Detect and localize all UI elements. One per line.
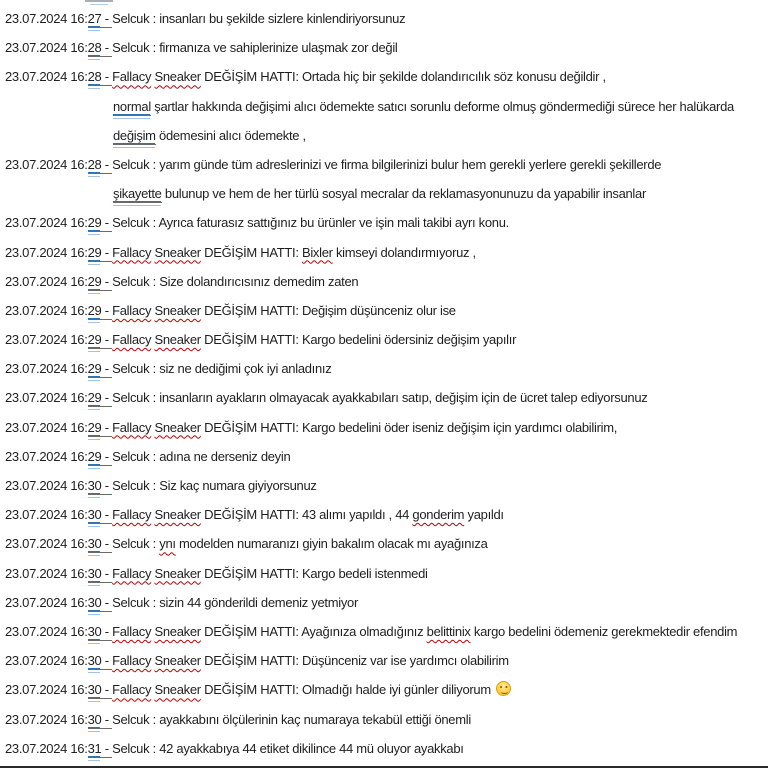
grammar-marked-text: 29: [87, 302, 102, 318]
grammar-marked-text: 30: [87, 536, 102, 552]
cutoff-grammar-mark: [85, 0, 113, 2]
text-segment: yapıldı: [464, 507, 504, 523]
misspelled-word: Fallacy: [112, 69, 152, 85]
misspelled-word: Sneaker: [154, 419, 201, 435]
misspelled-word: Bixler: [301, 244, 333, 260]
misspelled-word: Fallacy: [112, 565, 152, 581]
text-segment: DEĞİŞİM HATTI: Değişim düşünceniz olur ise: [200, 302, 456, 318]
underlined-separator: -: [101, 302, 113, 318]
text-segment: 23.07.2024 16:: [5, 448, 88, 464]
grammar-marked-text: 29: [87, 332, 102, 348]
text-segment: Selcuk : insanları bu şekilde sizlere kinlendiriyorsunuz: [112, 11, 406, 26]
transcript-line: [5, 4, 768, 33]
transcript-line: [5, 529, 768, 558]
underlined-separator: -: [101, 623, 113, 639]
text-segment: Selcuk : Size dolandırıcısınız demedim zaten: [112, 273, 359, 289]
underlined-separator: -: [101, 390, 113, 406]
underlined-separator: -: [101, 11, 113, 26]
underlined-separator: -: [101, 156, 113, 172]
text-segment: DEĞİŞİM HATTI: Kargo bedeli istenmedi: [200, 565, 428, 581]
text-segment: 23.07.2024 16:: [5, 653, 88, 669]
misspelled-word: Fallacy: [112, 653, 152, 669]
transcript-line: [5, 617, 768, 646]
transcript-line: [5, 383, 768, 412]
transcript-line: [5, 471, 768, 500]
text-segment: Selcuk : insanların ayakların olmayacak ayakkabıları satıp, değişim için de ücret talep ediyorsunuz: [112, 390, 648, 406]
misspelled-word: ynı: [159, 536, 176, 552]
text-segment: DEĞİŞİM HATTI: Düşünceniz var ise yardımcı olabilirim: [200, 653, 509, 669]
grammar-marked-text: 28: [87, 40, 102, 56]
text-segment: Selcuk : ayakkabını ölçülerinin kaç numaraya tekabül ettiği önemli: [112, 711, 471, 727]
text-segment: 23.07.2024 16:: [5, 69, 88, 85]
transcript-line: [5, 121, 768, 150]
underlined-separator: -: [101, 536, 113, 552]
grammar-marked-text: değişim: [113, 127, 156, 143]
transcript-line: [5, 413, 768, 442]
misspelled-word: Fallacy: [112, 244, 152, 260]
transcript-line: [5, 150, 768, 179]
text-segment: 23.07.2024 16:: [5, 594, 88, 610]
text-segment: DEĞİŞİM HATTI: Olmadığı halde iyi günler diliyorum: [200, 682, 495, 698]
transcript-line: [5, 500, 768, 529]
chat-transcript-page: [5, 4, 768, 763]
text-segment: bulunup ve hem de her türlü sosyal mecralar da reklamasyonunuzu da yapabilir insanlar: [161, 186, 646, 202]
underlined-separator: -: [101, 594, 113, 610]
text-segment: 23.07.2024 16:: [5, 273, 88, 289]
transcript-line: [5, 33, 768, 62]
text-segment: Selcuk : siz ne dediğimi çok iyi anladınız: [112, 361, 332, 377]
transcript-line: [5, 325, 768, 354]
text-segment: modelden numaranızı giyin bakalım olacak mı ayağınıza: [175, 536, 488, 552]
grammar-marked-text: 29: [87, 390, 102, 406]
grammar-marked-text: normal: [113, 98, 151, 114]
misspelled-word: Fallacy: [112, 623, 152, 639]
misspelled-word: Fallacy: [112, 419, 152, 435]
text-segment: DEĞİŞİM HATTI: Ortada hiç bir şekilde dolandırıcılık söz konusu değildir ,: [200, 69, 606, 85]
transcript-line: [5, 588, 768, 617]
text-segment: 23.07.2024 16:: [5, 565, 88, 581]
text-segment: Selcuk : 42 ayakkabıya 44 etiket dikilince 44 mü oluyor ayakkabı: [112, 740, 464, 756]
underlined-separator: -: [101, 273, 113, 289]
text-segment: 23.07.2024 16:: [5, 478, 88, 493]
misspelled-word: Fallacy: [112, 507, 152, 523]
grammar-marked-text: 30: [87, 682, 102, 698]
text-segment: DEĞİŞİM HATTI: Kargo bedelini ödersiniz değişim yapılır: [200, 332, 517, 348]
misspelled-word: Sneaker: [154, 69, 201, 85]
text-segment: 23.07.2024 16:: [5, 215, 88, 231]
grammar-marked-text: 31: [87, 740, 102, 756]
misspelled-word: Fallacy: [112, 332, 152, 348]
underlined-separator: -: [101, 565, 113, 581]
transcript-line: [5, 238, 768, 267]
underlined-separator: -: [101, 740, 113, 756]
text-segment: 23.07.2024 16:: [5, 740, 88, 756]
text-segment: 23.07.2024 16:: [5, 390, 88, 406]
misspelled-word: Sneaker: [154, 507, 201, 523]
text-segment: Selcuk :: [112, 536, 160, 552]
grammar-marked-text: 30: [87, 507, 102, 523]
transcript-lines: [5, 4, 768, 763]
transcript-line: [5, 442, 768, 471]
transcript-line: [5, 267, 768, 296]
transcript-line: [5, 675, 768, 704]
grammar-marked-text: 29: [87, 244, 102, 260]
text-segment: DEĞİŞİM HATTI:: [200, 244, 302, 260]
grammar-marked-text: 29: [87, 448, 102, 464]
transcript-line: [5, 354, 768, 383]
transcript-line: [5, 734, 768, 763]
underlined-separator: -: [101, 419, 113, 435]
text-segment: 23.07.2024 16:: [5, 302, 88, 318]
text-segment: Selcuk : firmanıza ve sahiplerinize ulaşmak zor değil: [112, 40, 398, 56]
misspelled-word: Fallacy: [112, 302, 152, 318]
misspelled-word: Sneaker: [154, 653, 201, 669]
text-segment: kargo bedelini ödemeniz gerekmektedir efendim: [470, 623, 738, 639]
transcript-line: [5, 179, 768, 208]
underlined-separator: -: [101, 361, 113, 377]
underlined-separator: -: [101, 682, 113, 698]
text-segment: Selcuk : sizin 44 gönderildi demeniz yetmiyor: [112, 594, 358, 610]
text-segment: 23.07.2024 16:: [5, 682, 88, 698]
grammar-marked-text: 28: [87, 156, 102, 172]
grammar-marked-text: şikayette: [113, 186, 162, 202]
grammar-marked-text: 29: [87, 419, 102, 435]
misspelled-word: Sneaker: [154, 682, 201, 698]
underlined-separator: -: [101, 40, 113, 56]
text-segment: Selcuk : yarım günde tüm adreslerinizi ve firma bilgilerinizi bulur hem gerekli yerlere gerekli şekillerde: [112, 156, 662, 172]
transcript-line: [5, 646, 768, 675]
text-segment: 23.07.2024 16:: [5, 419, 88, 435]
underlined-separator: -: [101, 448, 113, 464]
grammar-marked-text: 30: [87, 478, 102, 493]
smiley-emoji: [496, 681, 511, 696]
text-segment: Selcuk : Siz kaç numara giyiyorsunuz: [112, 478, 317, 493]
misspelled-word: Sneaker: [154, 623, 201, 639]
text-segment: 23.07.2024 16:: [5, 244, 88, 260]
underlined-separator: -: [101, 711, 113, 727]
misspelled-word: Sneaker: [154, 332, 201, 348]
transcript-line: [5, 559, 768, 588]
text-segment: Selcuk : adına ne derseniz deyin: [112, 448, 291, 464]
underlined-separator: -: [101, 244, 113, 260]
text-segment: 23.07.2024 16:: [5, 11, 88, 26]
underlined-separator: -: [101, 69, 113, 85]
text-segment: ödemesini alıcı ödemekte ,: [155, 127, 306, 143]
grammar-marked-text: 29: [87, 215, 102, 231]
text-segment: 23.07.2024 16:: [5, 507, 88, 523]
transcript-line: [5, 92, 768, 121]
text-segment: şartlar hakkında değişimi alıcı ödemekte satıcı sorunlu deforme olmuş göndermediği sürece her halükarda: [150, 98, 734, 114]
transcript-line: [5, 296, 768, 325]
text-segment: 23.07.2024 16:: [5, 332, 88, 348]
misspelled-word: Sneaker: [154, 244, 201, 260]
text-segment: 23.07.2024 16:: [5, 156, 88, 172]
misspelled-word: gonderim: [412, 507, 465, 523]
text-segment: 23.07.2024 16:: [5, 361, 88, 377]
misspelled-word: Sneaker: [154, 302, 201, 318]
grammar-marked-text: 27: [87, 11, 102, 26]
text-segment: kimseyi dolandırmıyoruz ,: [332, 244, 476, 260]
text-segment: 23.07.2024 16:: [5, 40, 88, 56]
misspelled-word: Sneaker: [154, 565, 201, 581]
grammar-marked-text: 30: [87, 653, 102, 669]
text-segment: 23.07.2024 16:: [5, 623, 88, 639]
grammar-marked-text: 30: [87, 565, 102, 581]
grammar-marked-text: 29: [87, 361, 102, 377]
underlined-separator: -: [101, 332, 113, 348]
transcript-line: [5, 62, 768, 91]
grammar-marked-text: 30: [87, 711, 102, 727]
text-segment: 23.07.2024 16:: [5, 711, 88, 727]
misspelled-word: Fallacy: [112, 682, 152, 698]
text-segment: DEĞİŞİM HATTI: Kargo bedelini öder iseniz değişim için yardımcı olabilirim,: [200, 419, 618, 435]
transcript-line: [5, 705, 768, 734]
text-segment: DEĞİŞİM HATTI: Ayağınıza olmadığınız: [200, 623, 427, 639]
grammar-marked-text: 29: [87, 273, 102, 289]
grammar-marked-text: 30: [87, 594, 102, 610]
text-segment: Selcuk : Ayrıca faturasız sattığınız bu ürünler ve işin mali takibi ayrı konu.: [112, 215, 509, 231]
underlined-separator: -: [101, 653, 113, 669]
transcript-line: [5, 208, 768, 237]
underlined-separator: -: [101, 507, 113, 523]
text-segment: 23.07.2024 16:: [5, 536, 88, 552]
grammar-marked-text: 28: [87, 69, 102, 85]
misspelled-word: belittinix: [426, 623, 471, 639]
text-segment: DEĞİŞİM HATTI: 43 alımı yapıldı , 44: [200, 507, 413, 523]
underlined-separator: -: [101, 478, 113, 493]
underlined-separator: -: [101, 215, 113, 231]
grammar-marked-text: 30: [87, 623, 102, 639]
